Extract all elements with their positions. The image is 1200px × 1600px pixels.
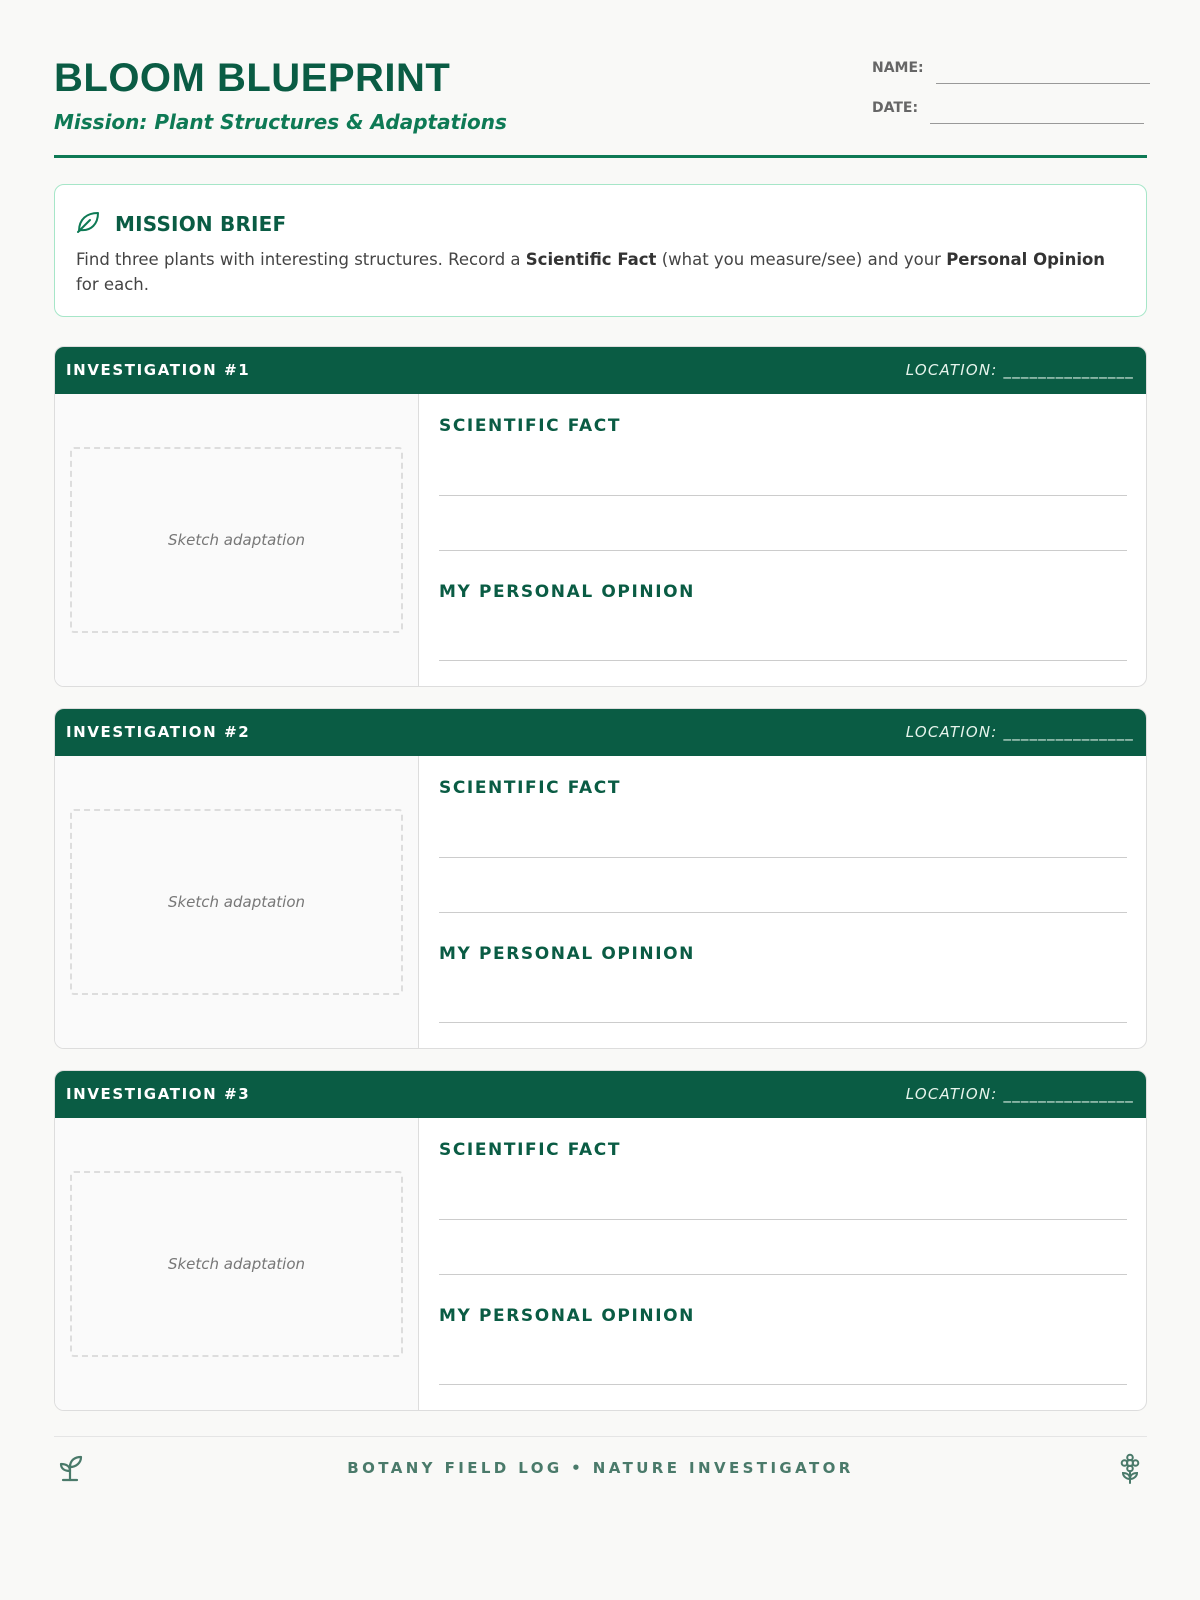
investigation-title: INVESTIGATION #2 bbox=[66, 723, 251, 741]
opinion-write-line[interactable] bbox=[439, 1022, 1127, 1023]
fact-write-line[interactable] bbox=[439, 550, 1127, 551]
notes-column bbox=[439, 394, 1127, 687]
sketch-area[interactable] bbox=[70, 1171, 403, 1357]
investigation-card-2 bbox=[54, 708, 1147, 1049]
opinion-write-line[interactable] bbox=[439, 1384, 1127, 1385]
notes-column bbox=[439, 756, 1127, 1049]
notes-column bbox=[439, 1118, 1127, 1411]
investigation-title: INVESTIGATION #3 bbox=[66, 1085, 251, 1103]
scientific-fact-label: SCIENTIFIC FACT bbox=[439, 1140, 622, 1160]
page-footer bbox=[54, 1436, 1147, 1526]
brief-bold-personal-opinion: Personal Opinion bbox=[946, 250, 1106, 269]
location-field[interactable]: LOCATION: _______________ bbox=[905, 361, 1134, 379]
personal-opinion-label: MY PERSONAL OPINION bbox=[439, 944, 696, 964]
scientific-fact-label: SCIENTIFIC FACT bbox=[439, 778, 622, 798]
location-field[interactable]: LOCATION: _______________ bbox=[905, 1085, 1134, 1103]
investigation-card-3 bbox=[54, 1070, 1147, 1411]
sketch-area[interactable] bbox=[70, 809, 403, 995]
date-field[interactable] bbox=[872, 100, 1144, 116]
sketch-column bbox=[55, 394, 419, 687]
date-write-line[interactable] bbox=[930, 122, 1144, 124]
fact-write-line[interactable] bbox=[439, 857, 1127, 858]
mission-brief-text bbox=[76, 247, 1126, 297]
investigation-header bbox=[55, 1071, 1146, 1118]
flower-icon bbox=[1115, 1453, 1145, 1489]
investigation-title: INVESTIGATION #1 bbox=[66, 361, 251, 379]
name-field[interactable] bbox=[872, 60, 1150, 76]
scientific-fact-label: SCIENTIFIC FACT bbox=[439, 416, 622, 436]
worksheet-page bbox=[54, 0, 1147, 1477]
personal-opinion-label: MY PERSONAL OPINION bbox=[439, 582, 696, 602]
investigation-header bbox=[55, 347, 1146, 394]
mission-brief-title: MISSION BRIEF bbox=[115, 212, 287, 236]
location-field[interactable]: LOCATION: _______________ bbox=[905, 723, 1134, 741]
brief-text-part: (what you measure/see) and your bbox=[656, 250, 947, 269]
name-write-line[interactable] bbox=[936, 82, 1150, 84]
date-label: DATE: bbox=[872, 100, 919, 116]
footer-text: BOTANY FIELD LOG • NATURE INVESTIGATOR bbox=[347, 1459, 854, 1477]
investigation-header bbox=[55, 709, 1146, 756]
brief-bold-scientific-fact: Scientific Fact bbox=[525, 250, 657, 269]
sketch-label: Sketch adaptation bbox=[167, 893, 306, 911]
sketch-column bbox=[55, 756, 419, 1049]
personal-opinion-label: MY PERSONAL OPINION bbox=[439, 1306, 696, 1326]
fact-write-line[interactable] bbox=[439, 1219, 1127, 1220]
brief-text-part: for each. bbox=[76, 275, 149, 294]
fact-write-line[interactable] bbox=[439, 912, 1127, 913]
brief-text-part: Find three plants with interesting structures. Record a bbox=[76, 250, 526, 269]
fact-write-line[interactable] bbox=[439, 1274, 1127, 1275]
mission-brief-header bbox=[75, 209, 286, 239]
leaf-icon bbox=[75, 209, 101, 239]
fact-write-line[interactable] bbox=[439, 495, 1127, 496]
sketch-area[interactable] bbox=[70, 447, 403, 633]
sketch-label: Sketch adaptation bbox=[167, 1255, 306, 1273]
sketch-label: Sketch adaptation bbox=[167, 531, 306, 549]
opinion-write-line[interactable] bbox=[439, 660, 1127, 661]
page-subtitle: Mission: Plant Structures & Adaptations bbox=[54, 110, 507, 134]
investigation-card-1 bbox=[54, 346, 1147, 687]
worksheet-header bbox=[54, 0, 1147, 158]
sketch-column bbox=[55, 1118, 419, 1411]
mission-brief bbox=[54, 184, 1147, 317]
name-label: NAME: bbox=[872, 60, 924, 76]
page-title: BLOOM BLUEPRINT bbox=[54, 56, 451, 100]
